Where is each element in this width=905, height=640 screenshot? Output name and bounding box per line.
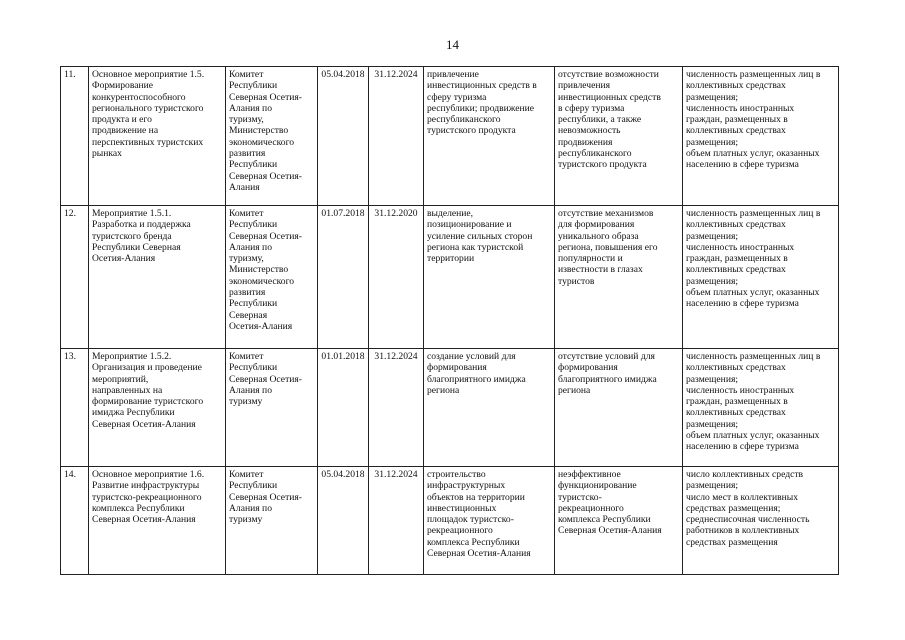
table-row [61,349,839,467]
row-number: 12. [61,206,89,349]
activity-name: Мероприятие 1.5.1. Разработка и поддержка туристского бренда Республики Северная Осетия-Алания [89,206,226,349]
consequences: отсутствие возможности привлечения инвестиционных средств в сферу туризма республики, а также невозможность продвижения республиканского туристского продукта [555,67,683,206]
table-row [61,67,839,206]
page-number: 14 [446,37,459,52]
end-date: 31.12.2020 [369,206,424,349]
expected-result: привлечение инвестиционных средств в сферу туризма республики; продвижение республиканского туристского продукта [424,67,555,206]
activity-name: Основное мероприятие 1.5. Формирование конкурентоспособного регионального туристского продукта и его продвижение на перспективных туристских рынках [89,67,226,206]
start-date: 01.07.2018 [318,206,369,349]
expected-result: создание условий для формирования благоприятного имиджа региона [424,349,555,467]
indicators: число коллективных средств размещения; число мест в коллективных средствах размещения; среднесписочная численность работников в коллективных средствах размещения [683,467,839,575]
end-date: 31.12.2024 [369,67,424,206]
expected-result: строительство инфраструктурных объектов на территории инвестиционных площадок туристско- рекреационного комплекса Республики Северная Осетия-Алания [424,467,555,575]
row-number: 14. [61,467,89,575]
start-date: 05.04.2018 [318,467,369,575]
indicators: численность размещенных лиц в коллективных средствах размещения; численность иностранных граждан, размещенных в коллективных средствах размещения; объем платных услуг, оказанных населению в сфере туризма [683,67,839,206]
table-row [61,206,839,349]
row-number: 11. [61,67,89,206]
end-date: 31.12.2024 [369,349,424,467]
indicators: численность размещенных лиц в коллективных средствах размещения; численность иностранных граждан, размещенных в коллективных средствах размещения; объем платных услуг, оказанных населению в сфере туризма [683,349,839,467]
executor: Комитет Республики Северная Осетия- Алания по туризму [226,349,318,467]
consequences: отсутствие условий для формирования благоприятного имиджа региона [555,349,683,467]
consequences: отсутствие механизмов для формирования уникального образа региона, повышения его популярности и известности в глазах туристов [555,206,683,349]
activity-name: Мероприятие 1.5.2. Организация и проведение мероприятий, направленных на формирование туристского имиджа Республики Северная Осетия-Алания [89,349,226,467]
executor: Комитет Республики Северная Осетия- Алания по туризму [226,467,318,575]
indicators: численность размещенных лиц в коллективных средствах размещения; численность иностранных граждан, размещенных в коллективных средствах размещения; объем платных услуг, оказанных населению в сфере туризма [683,206,839,349]
row-number: 13. [61,349,89,467]
start-date: 05.04.2018 [318,67,369,206]
activity-name: Основное мероприятие 1.6. Развитие инфраструктуры туристско-рекреационного комплекса Республики Северная Осетия-Алания [89,467,226,575]
executor: Комитет Республики Северная Осетия- Алания по туризму, Министерство экономического развития Республики Северная Осетия- Алания [226,67,318,206]
activities-table [60,66,839,575]
start-date: 01.01.2018 [318,349,369,467]
table-row [61,467,839,575]
end-date: 31.12.2024 [369,467,424,575]
expected-result: выделение, позиционирование и усиление сильных сторон региона как туристской территории [424,206,555,349]
executor: Комитет Республики Северная Осетия- Алания по туризму, Министерство экономического развития Республики Северная Осетия-Алания [226,206,318,349]
consequences: неэффективное функционирование туристско- рекреационного комплекса Республики Северная Осетия-Алания [555,467,683,575]
